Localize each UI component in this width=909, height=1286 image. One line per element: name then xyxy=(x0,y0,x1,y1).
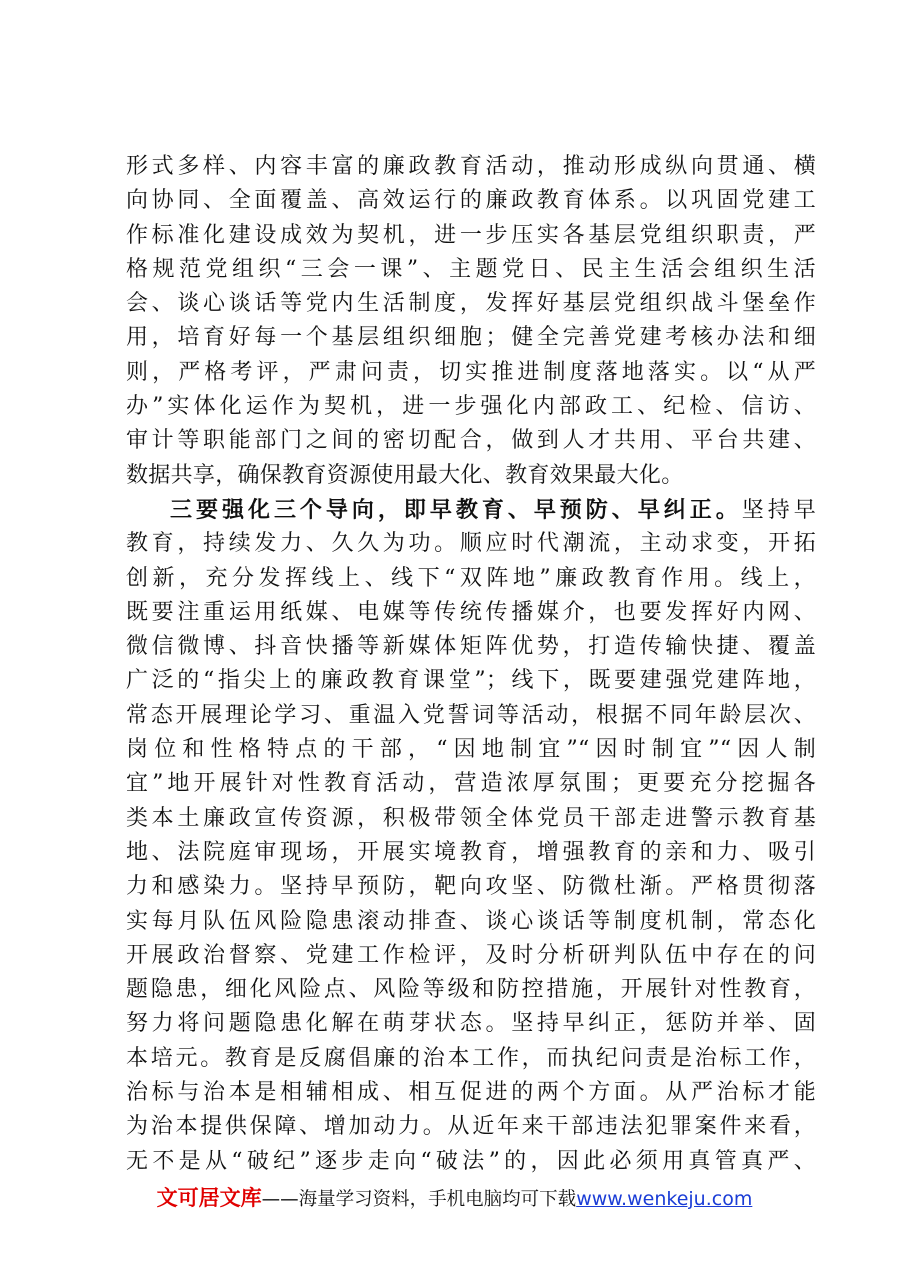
text-line: 会、谈心谈话等党内生活制度，发挥好基层党组织战斗堡垒作 xyxy=(126,291,816,317)
document-body xyxy=(126,150,816,1179)
footer-banner xyxy=(0,1182,909,1212)
text-line: 实每月队伍风险隐患滚动排查、谈心谈话等制度机制，常态化 xyxy=(126,908,816,934)
text-line: 形式多样、内容丰富的廉政教育活动，推动形成纵向贯通、横 xyxy=(126,154,816,179)
text-line: 题隐患，细化风险点、风险等级和防控措施，开展针对性教育， xyxy=(126,977,816,1003)
text-line: 既要注重运用纸媒、电媒等传统传播媒介，也要发挥好内网、 xyxy=(126,599,816,625)
heading-continuation: 坚持早 xyxy=(741,497,816,523)
text-line: 常态开展理论学习、重温入党誓词等活动，根据不同年龄层次、 xyxy=(126,702,816,728)
text-line: 宜”地开展针对性教育活动，营造浓厚氛围；更要充分挖掘各 xyxy=(126,771,816,797)
text-line: 无不是从“破纪”逐步走向“破法”的，因此必须用真管真严、 xyxy=(126,1148,816,1174)
text-line: 本培元。教育是反腐倡廉的治本工作，而执纪问责是治标工作， xyxy=(126,1045,816,1071)
text-line: 办”实体化运作为契机，进一步强化内部政工、纪检、信访、 xyxy=(126,394,816,420)
text-line: 作标准化建设成效为契机，进一步压实各基层党组织职责，严 xyxy=(126,222,816,248)
footer-tagline: ——海量学习资料，手机电脑均可下载 xyxy=(261,1189,577,1210)
paragraph-heading-line xyxy=(126,493,816,527)
text-line: 努力将问题隐患化解在萌芽状态。坚持早纠正，惩防并举、固 xyxy=(126,1011,816,1037)
text-line: 地、法院庭审现场，开展实境教育，增强教育的亲和力、吸引 xyxy=(126,839,816,865)
text-line: 类本土廉政宣传资源，积极带领全体党员干部走进警示教育基 xyxy=(126,805,816,831)
text-line: 则，严格考评，严肃问责，切实推进制度落地落实。以“从严 xyxy=(126,359,816,385)
text-line: 创新，充分发挥线上、线下“双阵地”廉政教育作用。线上， xyxy=(126,565,816,591)
text-line: 数据共享，确保教育资源使用最大化、教育效果最大化。 xyxy=(126,462,684,488)
text-line: 教育，持续发力、久久为功。顺应时代潮流，主动求变，开拓 xyxy=(126,531,816,557)
text-line: 用，培育好每一个基层组织细胞；健全完善党建考核办法和细 xyxy=(126,325,816,351)
bold-heading: 三要强化三个导向，即早教育、早预防、早纠正。 xyxy=(170,496,742,523)
text-line: 格规范党组织“三会一课”、主题党日、民主生活会组织生活 xyxy=(126,256,816,282)
text-line: 力和感染力。坚持早预防，靶向攻坚、防微杜渐。严格贯彻落 xyxy=(126,874,816,900)
text-line: 岗位和性格特点的干部，“因地制宜”“因时制宜”“因人制 xyxy=(126,737,816,763)
text-line: 微信微博、抖音快播等新媒体矩阵优势，打造传输快捷、覆盖 xyxy=(126,634,816,660)
text-line: 开展政治督察、党建工作检评，及时分析研判队伍中存在的问 xyxy=(126,942,816,968)
text-line: 为治本提供保障、增加动力。从近年来干部违法犯罪案件来看， xyxy=(126,1114,816,1140)
footer-url-link[interactable]: www.wenkeju.com xyxy=(576,1188,753,1210)
text-line: 审计等职能部门之间的密切配合，做到人才共用、平台共建、 xyxy=(126,428,816,454)
text-line: 向协同、全面覆盖、高效运行的廉政教育体系。以巩固党建工 xyxy=(126,188,816,214)
text-line: 广泛的“指尖上的廉政教育课堂”；线下，既要建强党建阵地， xyxy=(126,668,816,694)
text-line: 治标与治本是相辅相成、相互促进的两个方面。从严治标才能 xyxy=(126,1080,816,1106)
footer-brand: 文可居文库 xyxy=(156,1186,262,1210)
